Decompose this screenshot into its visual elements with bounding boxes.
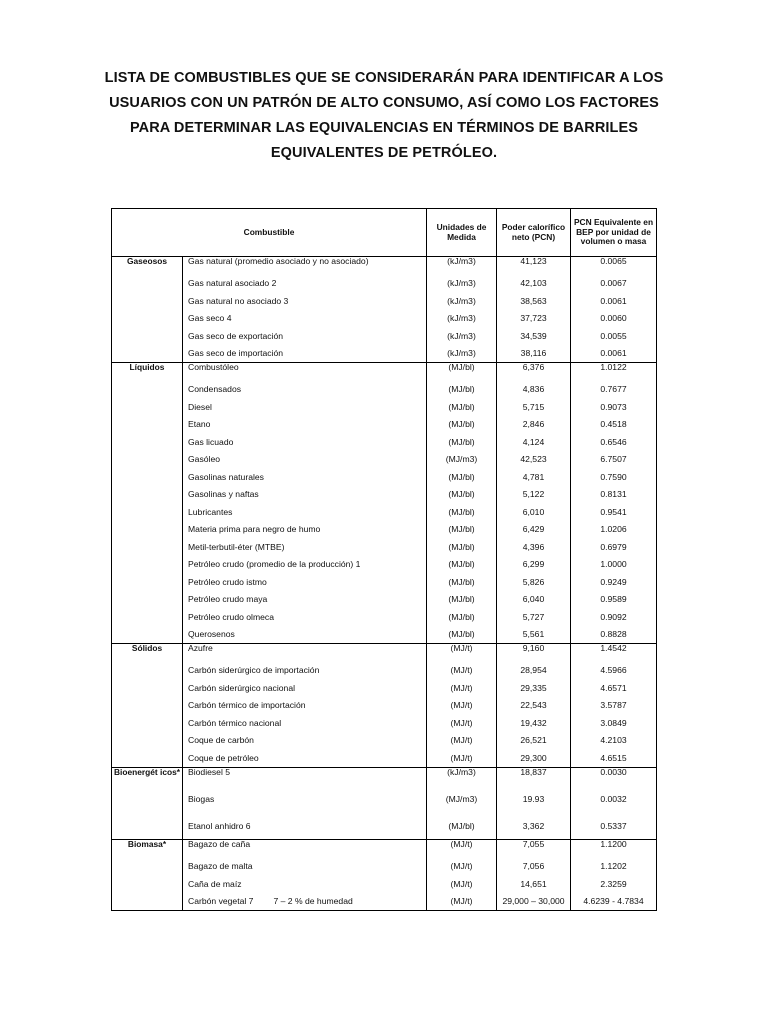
fuel-name-text: Gas seco de exportación xyxy=(188,330,284,341)
unit-cell: (MJ/t) xyxy=(427,697,497,715)
unit-cell: (MJ/bl) xyxy=(427,468,497,486)
bep-cell: 0.5337 xyxy=(571,812,657,840)
fuel-name xyxy=(183,858,427,876)
fuel-name-text: Gas natural (promedio asociado y no asociado) xyxy=(188,256,369,266)
pcn-cell: 6,299 xyxy=(497,556,571,574)
fuel-annotation: 7 – 2 % de humedad xyxy=(273,896,353,907)
fuel-name xyxy=(183,573,427,591)
pcn-cell: 5,715 xyxy=(497,398,571,416)
unit-cell: (MJ/bl) xyxy=(427,363,497,381)
bep-cell: 3.5787 xyxy=(571,697,657,715)
table-row xyxy=(112,812,657,840)
unit-cell: (MJ/t) xyxy=(427,732,497,750)
table-row xyxy=(112,679,657,697)
pcn-cell: 38,116 xyxy=(497,345,571,363)
table-row xyxy=(112,840,657,858)
bep-cell: 0.0032 xyxy=(571,785,657,812)
pcn-cell: 6,376 xyxy=(497,363,571,381)
unit-cell: (MJ/bl) xyxy=(427,521,497,539)
fuel-name-text: Metil-terbutil-éter (MTBE) xyxy=(188,541,285,552)
fuel-name xyxy=(183,591,427,609)
fuel-name-text: Gasolinas naturales xyxy=(188,471,264,482)
fuel-name-text: Petróleo crudo olmeca xyxy=(188,611,274,622)
pcn-cell: 29,000 – 30,000 xyxy=(497,893,571,911)
fuel-name xyxy=(183,812,427,840)
unit-cell: (MJ/t) xyxy=(427,893,497,911)
unit-cell: (MJ/bl) xyxy=(427,503,497,521)
table-row xyxy=(112,732,657,750)
fuel-name-text: Condensados xyxy=(188,384,242,395)
pcn-cell: 19,432 xyxy=(497,714,571,732)
fuel-name-text: Petróleo crudo maya xyxy=(188,594,268,605)
bep-cell: 4.6571 xyxy=(571,679,657,697)
fuel-name-text: Carbón térmico nacional xyxy=(188,717,282,728)
unit-cell: (kJ/m3) xyxy=(427,327,497,345)
fuel-name xyxy=(183,767,427,785)
fuel-name xyxy=(183,381,427,399)
pcn-cell: 6,429 xyxy=(497,521,571,539)
unit-cell: (MJ/t) xyxy=(427,875,497,893)
fuel-name-text: Azufre xyxy=(188,643,213,653)
pcn-cell: 26,521 xyxy=(497,732,571,750)
bep-cell: 0.9073 xyxy=(571,398,657,416)
unit-cell: (kJ/m3) xyxy=(427,257,497,275)
unit-cell: (MJ/t) xyxy=(427,644,497,662)
fuel-name-text: Lubricantes xyxy=(188,506,233,517)
fuel-name xyxy=(183,875,427,893)
unit-cell: (MJ/t) xyxy=(427,858,497,876)
bep-cell: 0.8828 xyxy=(571,626,657,644)
pcn-cell: 5,727 xyxy=(497,608,571,626)
fuel-name xyxy=(183,275,427,293)
table-row xyxy=(112,345,657,363)
fuel-name-text: Bagazo de caña xyxy=(188,839,251,849)
fuel-name-text: Gas natural no asociado 3 xyxy=(188,295,289,306)
unit-cell: (kJ/m3) xyxy=(427,310,497,328)
bep-cell: 0.6546 xyxy=(571,433,657,451)
bep-cell: 0.9092 xyxy=(571,608,657,626)
fuel-name-text: Diesel xyxy=(188,401,212,412)
document-title xyxy=(60,66,708,166)
bep-cell: 0.0060 xyxy=(571,310,657,328)
fuel-name-text: Carbón vegetal 7 xyxy=(188,896,254,907)
fuel-name xyxy=(183,503,427,521)
bep-cell: 0.9249 xyxy=(571,573,657,591)
fuel-table xyxy=(111,208,657,911)
pcn-cell: 2,846 xyxy=(497,416,571,434)
table-row xyxy=(112,468,657,486)
pcn-cell: 22,543 xyxy=(497,697,571,715)
unit-cell: (MJ/bl) xyxy=(427,556,497,574)
fuel-name-text: Coque de petróleo xyxy=(188,752,259,763)
table-row xyxy=(112,363,657,381)
fuel-name xyxy=(183,749,427,767)
pcn-cell: 7,056 xyxy=(497,858,571,876)
fuel-name xyxy=(183,416,427,434)
pcn-cell: 5,122 xyxy=(497,486,571,504)
fuel-name-text: Gasóleo xyxy=(188,454,221,465)
pcn-cell: 28,954 xyxy=(497,662,571,680)
bep-cell: 0.0061 xyxy=(571,345,657,363)
table-row xyxy=(112,275,657,293)
unit-cell: (kJ/m3) xyxy=(427,275,497,293)
pcn-cell: 5,561 xyxy=(497,626,571,644)
title-line: USUARIOS CON UN PATRÓN DE ALTO CONSUMO, ASÍ COMO LOS FACTORES xyxy=(109,95,659,111)
fuel-name-text: Querosenos xyxy=(188,629,235,640)
fuel-name-text: Gas natural asociado 2 xyxy=(188,278,277,289)
bep-cell: 0.0030 xyxy=(571,767,657,785)
pcn-cell: 41,123 xyxy=(497,257,571,275)
pcn-cell: 7,055 xyxy=(497,840,571,858)
fuel-name-text: Gas seco 4 xyxy=(188,313,232,324)
fuel-name xyxy=(183,556,427,574)
table-row xyxy=(112,398,657,416)
fuel-name-text: Biogas xyxy=(188,793,215,804)
bep-cell: 0.0055 xyxy=(571,327,657,345)
pcn-cell: 5,826 xyxy=(497,573,571,591)
fuel-name-text: Etanol anhidro 6 xyxy=(188,820,251,831)
table-row xyxy=(112,451,657,469)
unit-cell: (MJ/t) xyxy=(427,714,497,732)
fuel-name xyxy=(183,257,427,275)
pcn-cell: 9,160 xyxy=(497,644,571,662)
table-row xyxy=(112,785,657,812)
table-row xyxy=(112,644,657,662)
fuel-name xyxy=(183,310,427,328)
bep-cell: 3.0849 xyxy=(571,714,657,732)
fuel-name-text: Petróleo crudo (promedio de la producción) 1 xyxy=(188,559,361,570)
unit-cell: (MJ/m3) xyxy=(427,785,497,812)
pcn-cell: 37,723 xyxy=(497,310,571,328)
table-row xyxy=(112,433,657,451)
unit-cell: (MJ/t) xyxy=(427,662,497,680)
table-row xyxy=(112,381,657,399)
fuel-name xyxy=(183,714,427,732)
pcn-cell: 19.93 xyxy=(497,785,571,812)
fuel-name-text: Biodiesel 5 xyxy=(188,766,231,777)
title-line: LISTA DE COMBUSTIBLES QUE SE CONSIDERARÁN PARA IDENTIFICAR A LOS xyxy=(104,70,664,86)
table-row xyxy=(112,875,657,893)
table-row xyxy=(112,416,657,434)
pcn-cell: 4,836 xyxy=(497,381,571,399)
pcn-cell: 14,651 xyxy=(497,875,571,893)
table-row xyxy=(112,573,657,591)
fuel-name xyxy=(183,468,427,486)
bep-cell: 0.0067 xyxy=(571,275,657,293)
bep-cell: 1.0122 xyxy=(571,363,657,381)
fuel-name xyxy=(183,327,427,345)
fuel-name xyxy=(183,345,427,363)
unit-cell: (MJ/m3) xyxy=(427,451,497,469)
table-row xyxy=(112,626,657,644)
pcn-cell: 29,300 xyxy=(497,749,571,767)
fuel-name-text: Carbón siderúrgico nacional xyxy=(188,682,296,693)
table-row xyxy=(112,556,657,574)
table-row xyxy=(112,749,657,767)
fuel-name xyxy=(183,679,427,697)
fuel-name xyxy=(183,662,427,680)
fuel-name xyxy=(183,292,427,310)
fuel-name-text: Coque de carbón xyxy=(188,735,254,746)
group-label: Líquidos xyxy=(112,363,183,644)
unit-cell: (MJ/bl) xyxy=(427,538,497,556)
bep-cell: 0.7677 xyxy=(571,381,657,399)
fuel-name-text: Gasolinas y naftas xyxy=(188,489,259,500)
table-row xyxy=(112,767,657,785)
table-row xyxy=(112,858,657,876)
fuel-name xyxy=(183,363,427,381)
title-line: PARA DETERMINAR LAS EQUIVALENCIAS EN TÉRMINOS DE BARRILES xyxy=(129,120,639,136)
table-row xyxy=(112,521,657,539)
bep-cell: 0.0065 xyxy=(571,257,657,275)
table-row xyxy=(112,662,657,680)
pcn-cell: 3,362 xyxy=(497,812,571,840)
pcn-cell: 38,563 xyxy=(497,292,571,310)
unit-cell: (MJ/bl) xyxy=(427,416,497,434)
unit-cell: (MJ/bl) xyxy=(427,433,497,451)
fuel-name-text: Gas licuado xyxy=(188,436,234,447)
table-row xyxy=(112,310,657,328)
table-row xyxy=(112,292,657,310)
fuel-name xyxy=(183,433,427,451)
pcn-cell: 4,124 xyxy=(497,433,571,451)
bep-cell: 0.7590 xyxy=(571,468,657,486)
fuel-name-text: Petróleo crudo istmo xyxy=(188,576,267,587)
pcn-cell: 6,040 xyxy=(497,591,571,609)
group-label: Bioenergét icos* xyxy=(112,767,183,840)
bep-cell: 0.6979 xyxy=(571,538,657,556)
pcn-cell: 42,103 xyxy=(497,275,571,293)
fuel-name xyxy=(183,608,427,626)
bep-cell: 1.1202 xyxy=(571,858,657,876)
unit-cell: (MJ/t) xyxy=(427,840,497,858)
fuel-name-text: Caña de maíz xyxy=(188,878,242,889)
table-row xyxy=(112,538,657,556)
unit-cell: (kJ/m3) xyxy=(427,767,497,785)
pcn-cell: 34,539 xyxy=(497,327,571,345)
bep-cell: 4.6515 xyxy=(571,749,657,767)
bep-cell: 4.2103 xyxy=(571,732,657,750)
bep-cell: 0.9589 xyxy=(571,591,657,609)
table-row xyxy=(112,327,657,345)
pcn-cell: 42,523 xyxy=(497,451,571,469)
bep-cell: 0.9541 xyxy=(571,503,657,521)
fuel-name-text: Bagazo de malta xyxy=(188,861,253,872)
bep-cell: 4.6239 - 4.7834 xyxy=(571,893,657,911)
bep-cell: 6.7507 xyxy=(571,451,657,469)
group-label: Sólidos xyxy=(112,644,183,768)
header-bep: PCN Equivalente en BEP por unidad de volumen o masa xyxy=(571,209,657,257)
unit-cell: (MJ/t) xyxy=(427,679,497,697)
title-line: EQUIVALENTES DE PETRÓLEO. xyxy=(270,145,498,161)
bep-cell: 0.0061 xyxy=(571,292,657,310)
unit-cell: (MJ/t) xyxy=(427,749,497,767)
pcn-cell: 4,396 xyxy=(497,538,571,556)
bep-cell: 1.0206 xyxy=(571,521,657,539)
fuel-name-text: Gas seco de importación xyxy=(188,348,284,359)
unit-cell: (MJ/bl) xyxy=(427,398,497,416)
fuel-name-text: Etano xyxy=(188,419,211,430)
table-header-row xyxy=(112,209,657,257)
table-row xyxy=(112,697,657,715)
unit-cell: (MJ/bl) xyxy=(427,608,497,626)
fuel-name-text: Combustóleo xyxy=(188,362,239,372)
fuel-name xyxy=(183,785,427,812)
group-label: Biomasa* xyxy=(112,840,183,911)
table-row xyxy=(112,714,657,732)
table-body xyxy=(112,257,657,911)
unit-cell: (MJ/bl) xyxy=(427,573,497,591)
header-combustible: Combustible xyxy=(112,209,427,257)
fuel-name xyxy=(183,840,427,858)
pcn-cell: 18,837 xyxy=(497,767,571,785)
table-row xyxy=(112,608,657,626)
unit-cell: (MJ/bl) xyxy=(427,486,497,504)
bep-cell: 1.4542 xyxy=(571,644,657,662)
table-row xyxy=(112,486,657,504)
pcn-cell: 4,781 xyxy=(497,468,571,486)
fuel-name xyxy=(183,486,427,504)
pcn-cell: 6,010 xyxy=(497,503,571,521)
unit-cell: (MJ/bl) xyxy=(427,626,497,644)
fuel-name xyxy=(183,451,427,469)
bep-cell: 2.3259 xyxy=(571,875,657,893)
unit-cell: (MJ/bl) xyxy=(427,381,497,399)
fuel-name xyxy=(183,644,427,662)
group-label: Gaseosos xyxy=(112,257,183,363)
fuel-name-text: Carbón térmico de importación xyxy=(188,700,306,711)
bep-cell: 4.5966 xyxy=(571,662,657,680)
unit-cell: (kJ/m3) xyxy=(427,292,497,310)
table-row xyxy=(112,893,657,911)
unit-cell: (MJ/bl) xyxy=(427,591,497,609)
bep-cell: 0.8131 xyxy=(571,486,657,504)
pcn-cell: 29,335 xyxy=(497,679,571,697)
fuel-name xyxy=(183,626,427,644)
bep-cell: 1.1200 xyxy=(571,840,657,858)
table-row xyxy=(112,257,657,275)
fuel-name xyxy=(183,398,427,416)
table-row xyxy=(112,503,657,521)
table-row xyxy=(112,591,657,609)
unit-cell: (kJ/m3) xyxy=(427,345,497,363)
bep-cell: 1.0000 xyxy=(571,556,657,574)
bep-cell: 0.4518 xyxy=(571,416,657,434)
fuel-name-text: Carbón siderúrgico de importación xyxy=(188,665,320,676)
header-pcn: Poder calorífico neto (PCN) xyxy=(497,209,571,257)
fuel-name xyxy=(183,893,427,911)
fuel-name xyxy=(183,697,427,715)
fuel-name xyxy=(183,732,427,750)
fuel-name-text: Materia prima para negro de humo xyxy=(188,524,321,535)
fuel-name xyxy=(183,521,427,539)
fuel-name xyxy=(183,538,427,556)
header-unidades: Unidades de Medida xyxy=(427,209,497,257)
unit-cell: (MJ/bl) xyxy=(427,812,497,840)
